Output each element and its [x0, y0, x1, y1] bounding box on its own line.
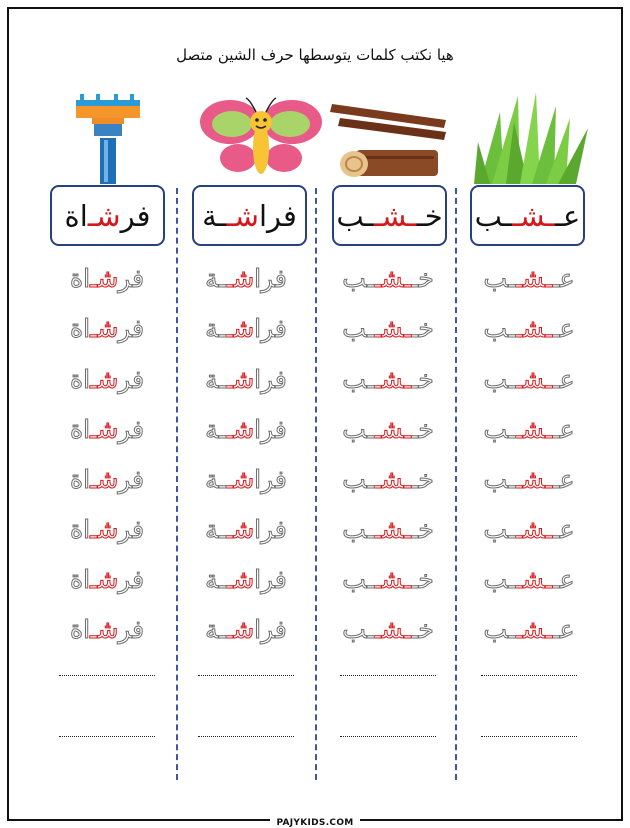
trace-part: ـب: [342, 313, 375, 343]
trace-part: ـة: [205, 614, 226, 644]
word-part: فرا: [258, 198, 297, 233]
trace-word-brush: [47, 511, 167, 547]
trace-highlight: شـ: [90, 464, 119, 494]
trace-word-brush: [47, 310, 167, 346]
highlight-letter: ـشـ: [511, 198, 555, 233]
highlight-letter: ـشـ: [373, 198, 417, 233]
trace-highlight: شـ: [225, 614, 255, 644]
trace-part: ـب: [342, 364, 375, 394]
trace-highlight: شـ: [225, 464, 255, 494]
trace-word-grass: [469, 511, 589, 547]
trace-highlight: شـ: [90, 414, 119, 444]
trace-part: ـب: [342, 514, 375, 544]
trace-highlight: ـشـ: [515, 414, 553, 444]
trace-part: خـ: [411, 514, 434, 544]
trace-part: فرا: [254, 464, 287, 494]
trace-highlight: ـشـ: [374, 614, 412, 644]
trace-word-butterfly: [186, 411, 306, 447]
trace-word-butterfly: [186, 561, 306, 597]
column-separator: [455, 188, 457, 780]
footer: [0, 810, 630, 828]
trace-highlight: ـشـ: [374, 263, 412, 293]
trace-part: عـ: [552, 364, 575, 394]
trace-part: ـب: [342, 614, 375, 644]
trace-part: فر: [118, 464, 145, 494]
wood-logs-icon: [326, 92, 454, 184]
trace-part: ـب: [483, 414, 516, 444]
trace-highlight: ـشـ: [374, 364, 412, 394]
trace-part: ـب: [342, 414, 375, 444]
trace-part: خـ: [411, 313, 434, 343]
trace-word-brush: [47, 461, 167, 497]
trace-part: فرا: [254, 313, 287, 343]
trace-part: خـ: [411, 263, 434, 293]
trace-part: عـ: [552, 313, 575, 343]
trace-word-brush: [47, 411, 167, 447]
word-part: ـة: [202, 198, 227, 233]
trace-part: فر: [118, 414, 145, 444]
trace-word-grass: [469, 611, 589, 647]
trace-part: ـب: [342, 464, 375, 494]
writing-line[interactable]: [481, 675, 577, 676]
writing-line[interactable]: [59, 736, 155, 737]
trace-highlight: شـ: [225, 414, 255, 444]
trace-highlight: شـ: [90, 313, 119, 343]
writing-line[interactable]: [340, 675, 436, 676]
writing-line[interactable]: [340, 736, 436, 737]
trace-word-wood: [328, 411, 448, 447]
trace-part: فرا: [254, 364, 287, 394]
word-part: ـب: [474, 198, 512, 233]
trace-part: اة: [69, 514, 91, 544]
trace-part: ـة: [205, 263, 226, 293]
trace-word-butterfly: [186, 511, 306, 547]
trace-word-wood: [328, 461, 448, 497]
trace-part: ـة: [205, 514, 226, 544]
trace-part: فر: [118, 263, 145, 293]
trace-word-grass: [469, 260, 589, 296]
trace-highlight: ـشـ: [374, 313, 412, 343]
trace-part: خـ: [411, 464, 434, 494]
trace-part: فر: [118, 313, 145, 343]
trace-part: عـ: [552, 263, 575, 293]
trace-word-brush: [47, 260, 167, 296]
trace-part: خـ: [411, 364, 434, 394]
trace-word-butterfly: [186, 260, 306, 296]
trace-part: عـ: [552, 564, 575, 594]
trace-part: اة: [69, 614, 91, 644]
trace-part: ـة: [205, 564, 226, 594]
word-box-butterfly: [192, 185, 307, 246]
trace-part: ـب: [483, 263, 516, 293]
trace-word-wood: [328, 611, 448, 647]
highlight-letter: شـ: [87, 198, 121, 233]
trace-word-wood: [328, 260, 448, 296]
trace-word-grass: [469, 411, 589, 447]
trace-part: فر: [118, 614, 145, 644]
footer-website: PAJYKIDS.COM: [270, 818, 359, 828]
trace-part: عـ: [552, 414, 575, 444]
trace-word-butterfly: [186, 461, 306, 497]
trace-highlight: شـ: [90, 514, 119, 544]
trace-highlight: ـشـ: [515, 614, 553, 644]
trace-part: ـة: [205, 464, 226, 494]
trace-word-brush: [47, 611, 167, 647]
word-box-brush: [50, 185, 165, 246]
trace-part: ـب: [342, 564, 375, 594]
trace-highlight: شـ: [90, 564, 119, 594]
trace-part: فرا: [254, 263, 287, 293]
trace-highlight: ـشـ: [515, 564, 553, 594]
grass-icon: [470, 92, 598, 184]
trace-highlight: ـشـ: [515, 364, 553, 394]
word-part: عـ: [554, 198, 581, 233]
trace-part: خـ: [411, 564, 434, 594]
trace-part: فر: [118, 364, 145, 394]
trace-highlight: شـ: [90, 364, 119, 394]
trace-part: عـ: [552, 514, 575, 544]
trace-part: ـب: [342, 263, 375, 293]
word-part: اة: [64, 198, 88, 233]
trace-part: عـ: [552, 464, 575, 494]
trace-part: فرا: [254, 564, 287, 594]
trace-part: ـب: [483, 313, 516, 343]
trace-word-grass: [469, 310, 589, 346]
highlight-letter: شـ: [226, 198, 259, 233]
trace-word-grass: [469, 461, 589, 497]
trace-part: فر: [118, 514, 145, 544]
trace-word-butterfly: [186, 310, 306, 346]
trace-highlight: ـشـ: [374, 564, 412, 594]
trace-highlight: شـ: [90, 614, 119, 644]
trace-highlight: شـ: [225, 514, 255, 544]
trace-word-butterfly: [186, 611, 306, 647]
trace-word-wood: [328, 361, 448, 397]
trace-highlight: شـ: [225, 313, 255, 343]
word-part: خـ: [416, 198, 443, 233]
trace-part: ـة: [205, 364, 226, 394]
trace-word-grass: [469, 561, 589, 597]
trace-highlight: شـ: [90, 263, 119, 293]
trace-word-butterfly: [186, 361, 306, 397]
trace-highlight: ـشـ: [374, 414, 412, 444]
trace-part: اة: [69, 313, 91, 343]
trace-part: فرا: [254, 614, 287, 644]
trace-word-wood: [328, 511, 448, 547]
trace-part: ـب: [483, 564, 516, 594]
trace-highlight: ـشـ: [515, 263, 553, 293]
trace-part: ـب: [483, 614, 516, 644]
trace-word-brush: [47, 361, 167, 397]
trace-word-wood: [328, 561, 448, 597]
butterfly-icon: [196, 92, 324, 184]
trace-part: خـ: [411, 614, 434, 644]
trace-part: خـ: [411, 414, 434, 444]
trace-part: اة: [69, 564, 91, 594]
trace-part: فرا: [254, 514, 287, 544]
trace-part: اة: [69, 364, 91, 394]
trace-part: ـة: [205, 313, 226, 343]
trace-word-brush: [47, 561, 167, 597]
word-box-wood: [332, 185, 447, 246]
trace-highlight: شـ: [225, 263, 255, 293]
word-part: فر: [120, 198, 151, 233]
trace-word-wood: [328, 310, 448, 346]
trace-highlight: شـ: [225, 364, 255, 394]
trace-highlight: ـشـ: [515, 514, 553, 544]
trace-highlight: شـ: [225, 564, 255, 594]
column-separator: [176, 188, 178, 780]
writing-line[interactable]: [198, 736, 294, 737]
trace-part: ـة: [205, 414, 226, 444]
trace-highlight: ـشـ: [374, 514, 412, 544]
writing-line[interactable]: [481, 736, 577, 737]
trace-part: ـب: [483, 364, 516, 394]
trace-part: اة: [69, 263, 91, 293]
trace-part: ـب: [483, 464, 516, 494]
trace-part: ـب: [483, 514, 516, 544]
trace-highlight: ـشـ: [515, 464, 553, 494]
trace-part: عـ: [552, 614, 575, 644]
word-box-grass: [470, 185, 585, 246]
trace-part: اة: [69, 464, 91, 494]
instruction-title: هيا نكتب كلمات يتوسطها حرف الشين متصل: [176, 46, 454, 64]
trace-part: فرا: [254, 414, 287, 444]
brush-icon: [44, 92, 172, 184]
trace-highlight: ـشـ: [374, 464, 412, 494]
trace-part: اة: [69, 414, 91, 444]
word-part: ـب: [336, 198, 374, 233]
trace-word-grass: [469, 361, 589, 397]
writing-line[interactable]: [59, 675, 155, 676]
column-separator: [315, 188, 317, 780]
writing-line[interactable]: [198, 675, 294, 676]
trace-part: فر: [118, 564, 145, 594]
trace-highlight: ـشـ: [515, 313, 553, 343]
